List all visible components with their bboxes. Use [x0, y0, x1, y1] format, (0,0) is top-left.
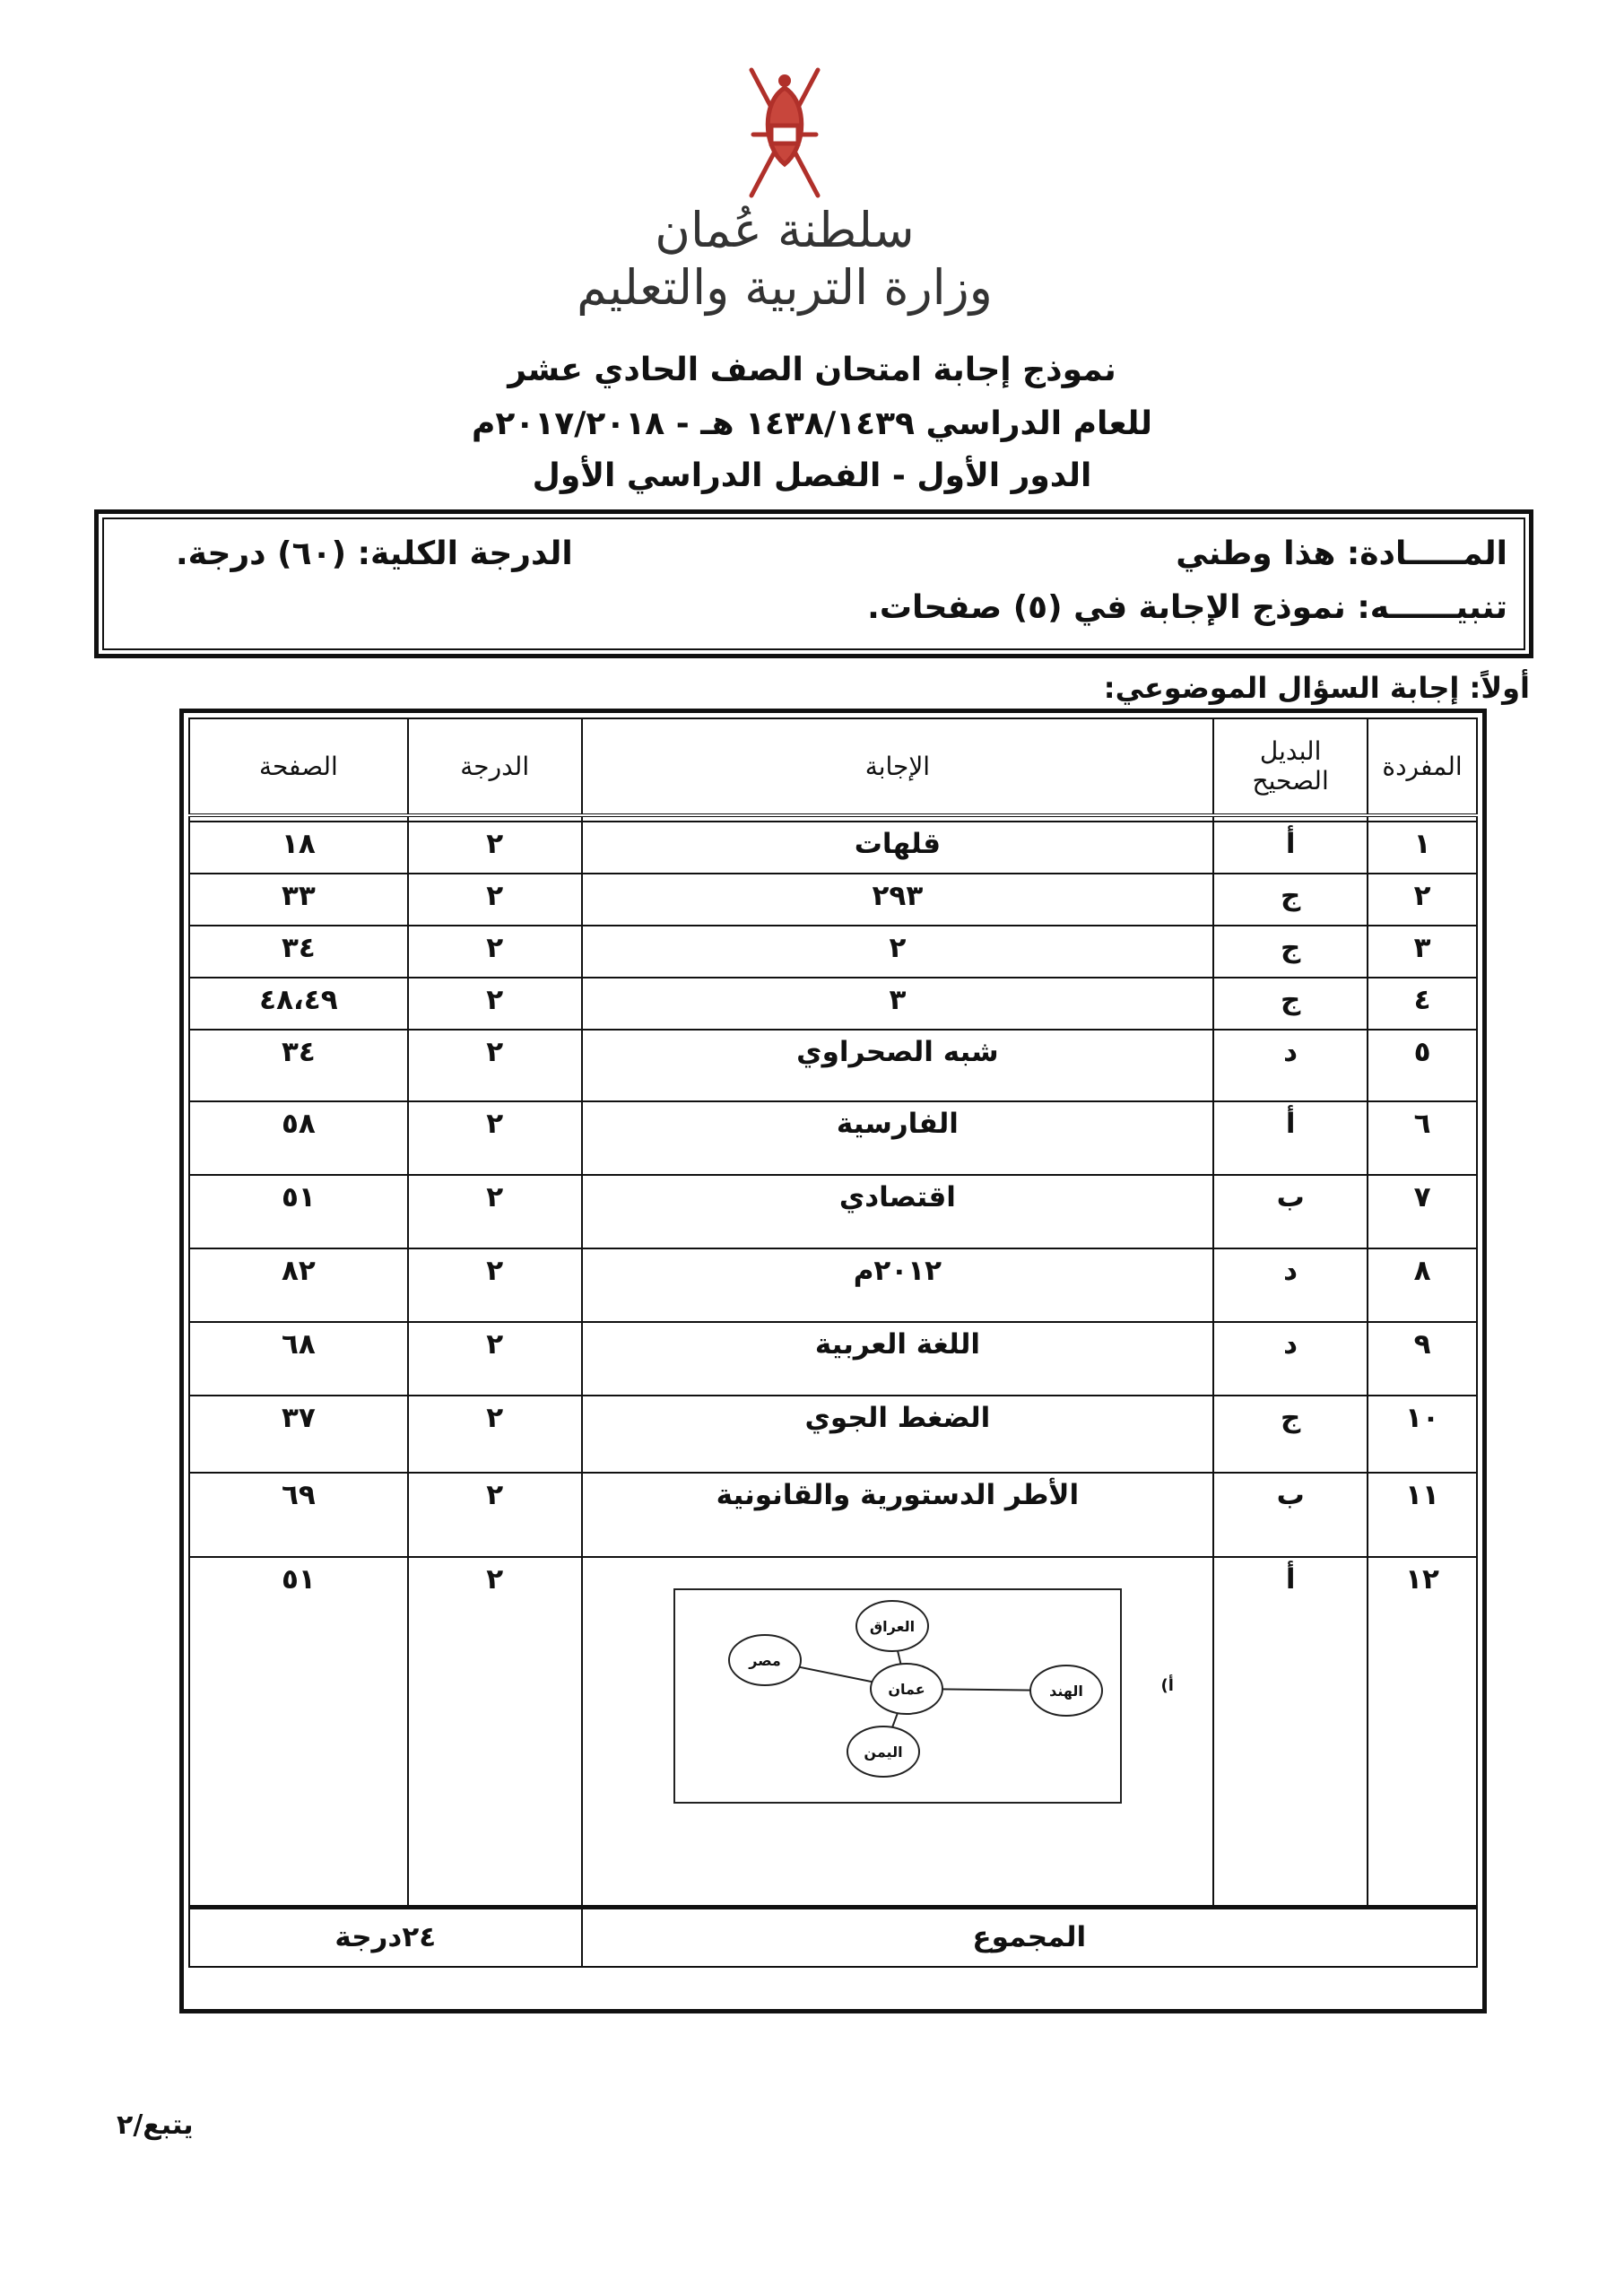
cell-grade: ٢ — [408, 874, 582, 926]
cell-page: ٥١ — [189, 1175, 408, 1248]
cell-grade: ٢ — [408, 1557, 582, 1907]
pages-note: تنبيــــــه: نموذج الإجابة في (٥) صفحات. — [867, 589, 1507, 626]
total-label: المجموع — [582, 1907, 1477, 1967]
cell-answer: اقتصادي — [582, 1175, 1214, 1248]
header-page: الصفحة — [189, 718, 408, 815]
cell-grade: ٢ — [408, 1322, 582, 1396]
cell-page: ٣٧ — [189, 1396, 408, 1473]
cell-choice: ج — [1213, 978, 1368, 1030]
header-choice — [1213, 718, 1368, 815]
cell-choice: د — [1213, 1322, 1368, 1396]
subject-label: المـــــادة: هذا وطني — [1176, 535, 1507, 572]
cell-item: ٨ — [1368, 1248, 1477, 1322]
cell-answer: اللغة العربية — [582, 1322, 1214, 1396]
table-row — [189, 1557, 1477, 1907]
cell-answer: الأطر الدستورية والقانونية — [582, 1473, 1214, 1557]
cell-answer: الضغط الجوي — [582, 1396, 1214, 1473]
diagram-option-label: أ) — [1160, 1676, 1174, 1695]
cell-page: ٥١ — [189, 1557, 408, 1907]
cell-grade: ٢ — [408, 1473, 582, 1557]
table-row — [189, 822, 1477, 874]
diagram-graph — [675, 1590, 1120, 1802]
cell-answer: شبه الصحراوي — [582, 1030, 1214, 1101]
cell-item: ١٠ — [1368, 1396, 1477, 1473]
total-grade-label: الدرجة الكلية: (٦٠) درجة. — [176, 535, 573, 572]
cell-grade: ٢ — [408, 1248, 582, 1322]
cell-item: ٣ — [1368, 926, 1477, 978]
table-row — [189, 1322, 1477, 1396]
answer-table — [179, 709, 1487, 2013]
cell-choice: ج — [1213, 926, 1368, 978]
header-grade: الدرجة — [408, 718, 582, 815]
node-label-iraq: العراق — [869, 1618, 916, 1635]
cell-item: ٩ — [1368, 1322, 1477, 1396]
table-row — [189, 874, 1477, 926]
table-row — [189, 1248, 1477, 1322]
cell-choice: أ — [1213, 1101, 1368, 1175]
cell-grade: ٢ — [408, 1175, 582, 1248]
cell-item: ١٢ — [1368, 1557, 1477, 1907]
cell-choice: ب — [1213, 1473, 1368, 1557]
relations-diagram — [673, 1588, 1174, 1804]
table-row — [189, 1030, 1477, 1101]
header-answer: الإجابة — [582, 718, 1214, 815]
node-label-oman: عمان — [888, 1681, 925, 1698]
exam-title-line-2: للعام الدراسي ١٤٣٨/١٤٣٩ هـ - ٢٠١٧/٢٠١٨م — [471, 405, 1153, 442]
cell-grade: ٢ — [408, 822, 582, 874]
node-label-india: الهند — [1048, 1683, 1083, 1700]
cell-answer: قلهات — [582, 822, 1214, 874]
cell-answer-diagram — [582, 1557, 1214, 1907]
info-box — [94, 509, 1533, 658]
cell-answer: ٢٠١٢م — [582, 1248, 1214, 1322]
table-row — [189, 1473, 1477, 1557]
cell-page: ٦٨ — [189, 1322, 408, 1396]
cell-item: ١ — [1368, 822, 1477, 874]
total-value: ٢٤درجة — [189, 1907, 582, 1967]
cell-page: ٣٤ — [189, 1030, 408, 1101]
table-row — [189, 926, 1477, 978]
ministry-line-2: وزارة التربية والتعليم — [577, 259, 993, 316]
table-row — [189, 1101, 1477, 1175]
continue-note: يتبع/٢ — [117, 2109, 194, 2141]
exam-title-line-3: الدور الأول - الفصل الدراسي الأول — [532, 457, 1092, 494]
cell-item: ٢ — [1368, 874, 1477, 926]
cell-page: ٣٤ — [189, 926, 408, 978]
cell-grade: ٢ — [408, 1101, 582, 1175]
cell-item: ٤ — [1368, 978, 1477, 1030]
cell-page: ٣٣ — [189, 874, 408, 926]
cell-item: ١١ — [1368, 1473, 1477, 1557]
cell-answer: ٢٩٣ — [582, 874, 1214, 926]
cell-item: ٧ — [1368, 1175, 1477, 1248]
cell-choice: أ — [1213, 822, 1368, 874]
cell-page: ١٨ — [189, 822, 408, 874]
cell-choice: ب — [1213, 1175, 1368, 1248]
cell-page: ٨٢ — [189, 1248, 408, 1322]
cell-grade: ٢ — [408, 1030, 582, 1101]
header-choice-line-2: الصحيح — [1252, 766, 1329, 796]
header-choice-line-1: البديل — [1259, 736, 1322, 766]
cell-answer: ٢ — [582, 926, 1214, 978]
cell-choice: د — [1213, 1030, 1368, 1101]
header-item: المفردة — [1368, 718, 1477, 815]
cell-grade: ٢ — [408, 978, 582, 1030]
cell-choice: د — [1213, 1248, 1368, 1322]
ministry-line-1: سلطنة عُمان — [655, 202, 915, 258]
table-row — [189, 1396, 1477, 1473]
cell-page: ٥٨ — [189, 1101, 408, 1175]
cell-page: ٤٨،٤٩ — [189, 978, 408, 1030]
cell-choice: ج — [1213, 874, 1368, 926]
cell-choice: أ — [1213, 1557, 1368, 1907]
table-row — [189, 1175, 1477, 1248]
cell-grade: ٢ — [408, 926, 582, 978]
cell-item: ٦ — [1368, 1101, 1477, 1175]
section-title: أولاً: إجابة السؤال الموضوعي: — [1103, 671, 1530, 705]
cell-item: ٥ — [1368, 1030, 1477, 1101]
total-row — [189, 1907, 1477, 1967]
exam-title-line-1: نموذج إجابة امتحان الصف الحادي عشر — [508, 352, 1116, 388]
cell-answer: ٣ — [582, 978, 1214, 1030]
cell-choice: ج — [1213, 1396, 1368, 1473]
table-header-row — [189, 718, 1477, 815]
cell-answer: الفارسية — [582, 1101, 1214, 1175]
node-label-egypt: مصر — [749, 1652, 781, 1669]
oman-emblem-icon — [735, 61, 834, 204]
table-row — [189, 978, 1477, 1030]
node-label-yemen: اليمن — [864, 1744, 903, 1761]
cell-grade: ٢ — [408, 1396, 582, 1473]
ministry-name — [574, 202, 995, 317]
cell-page: ٦٩ — [189, 1473, 408, 1557]
